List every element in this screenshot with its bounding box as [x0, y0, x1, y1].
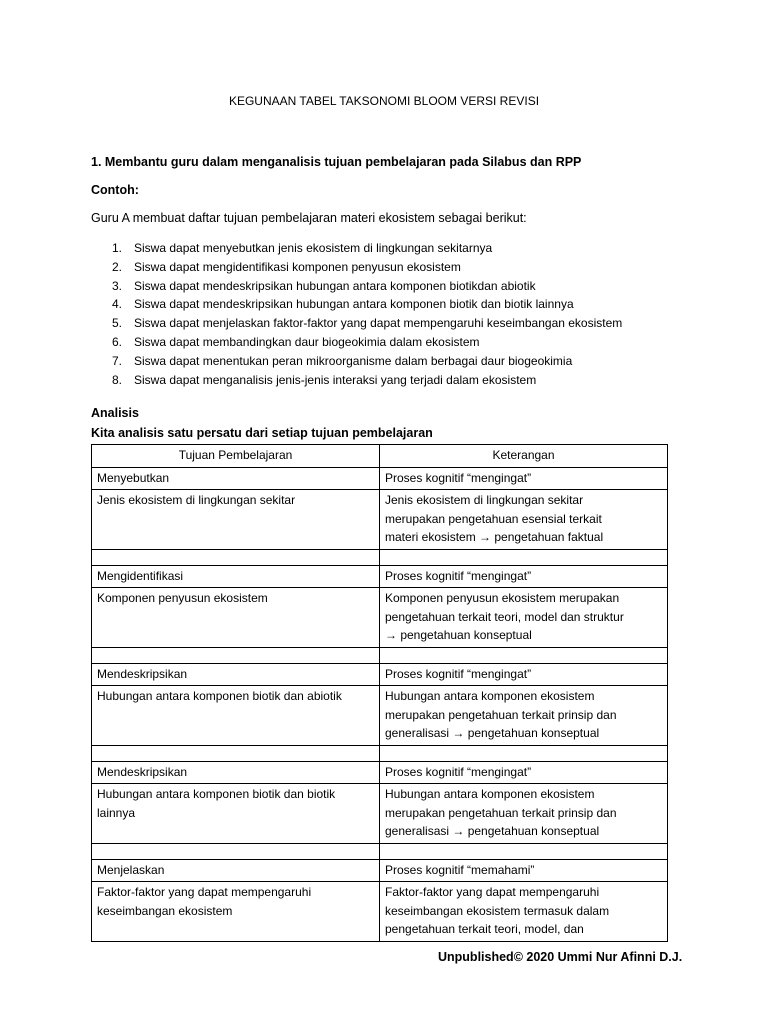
object-cell: Jenis ekosistem di lingkungan sekitar [92, 490, 380, 550]
table-row [92, 490, 668, 550]
description-line: materi ekosistem → pengetahuan faktual [385, 530, 604, 544]
empty-cell [92, 745, 380, 761]
description-line: Komponen penyusun ekosistem merupakan [385, 591, 620, 605]
example-label: Contoh: [91, 183, 139, 197]
list-item-number: 6. [112, 334, 123, 349]
header-cell-description: Keterangan [380, 445, 668, 468]
table-row [92, 882, 668, 942]
list-item [112, 295, 622, 314]
list-item [112, 314, 622, 333]
table-row [92, 467, 668, 490]
description-line: merupakan pengetahuan terkait prinsip dan [385, 805, 617, 820]
header-cell-objective: Tujuan Pembelajaran [92, 445, 380, 468]
list-item-number: 1. [112, 241, 123, 255]
list-item-number: 7. [112, 353, 123, 368]
verb-cell: Menjelaskan [92, 859, 380, 882]
description-line: keseimbangan ekosistem termasuk dalam [385, 903, 610, 918]
analysis-subtitle: Kita analisis satu persatu dari setiap tujuan pembelajaran [91, 426, 433, 440]
verb-cell: Mengidentifikasi [92, 565, 380, 588]
process-cell: Proses kognitif “memahami” [380, 859, 668, 882]
empty-cell [92, 549, 380, 565]
description-cell [380, 588, 668, 648]
document-title: KEGUNAAN TABEL TAKSONOMI BLOOM VERSI REVISI [228, 94, 540, 108]
empty-cell [380, 549, 668, 565]
table-row [92, 565, 668, 588]
analysis-label: Analisis [91, 406, 139, 420]
empty-cell [92, 843, 380, 859]
table-spacer-row [92, 647, 668, 663]
empty-cell [380, 745, 668, 761]
list-item-text: Siswa dapat membandingkan daur biogeokimia dalam ekosistem [134, 334, 480, 349]
table-row [92, 761, 668, 784]
description-line: generalisasi → pengetahuan konseptual [385, 726, 600, 740]
section-heading: 1. Membantu guru dalam menganalisis tujuan pembelajaran pada Silabus dan RPP [91, 155, 582, 169]
empty-cell [380, 647, 668, 663]
list-item-number: 2. [112, 259, 123, 274]
objectives-list [112, 239, 622, 389]
taxonomy-table [91, 444, 668, 942]
table-header-row [92, 445, 668, 468]
table-row [92, 588, 668, 648]
table-spacer-row [92, 549, 668, 565]
process-cell: Proses kognitif “mengingat” [380, 565, 668, 588]
table-spacer-row [92, 843, 668, 859]
process-cell: Proses kognitif “mengingat” [380, 761, 668, 784]
description-cell [380, 490, 668, 550]
description-cell [380, 784, 668, 844]
list-item-number: 8. [112, 372, 123, 387]
list-item [112, 352, 622, 371]
list-item-number: 5. [112, 316, 123, 331]
description-line: Hubungan antara komponen ekosistem [385, 787, 595, 801]
list-item [112, 277, 622, 296]
description-line: pengetahuan terkait teori, model, dan [385, 922, 584, 936]
process-cell: Proses kognitif “mengingat” [380, 663, 668, 686]
description-line: generalisasi → pengetahuan konseptual [385, 824, 600, 838]
description-line: → pengetahuan konseptual [385, 628, 532, 642]
list-item-number: 3. [112, 278, 123, 293]
empty-cell [92, 647, 380, 663]
table-row [92, 686, 668, 746]
list-item-number: 4. [112, 297, 123, 312]
list-item [112, 239, 622, 258]
list-item-text: Siswa dapat mengidentifikasi komponen penyusun ekosistem [134, 259, 461, 274]
description-cell [380, 882, 668, 942]
table-row [92, 663, 668, 686]
list-item-text: Siswa dapat menjelaskan faktor-faktor yang dapat mempengaruhi keseimbangan ekosistem [134, 316, 623, 331]
description-line: merupakan pengetahuan terkait prinsip dan [385, 707, 617, 722]
object-cell: Hubungan antara komponen biotik dan biotik lainnya [92, 784, 380, 844]
list-item [112, 371, 622, 390]
list-item-text: Siswa dapat menyebutkan jenis ekosistem di lingkungan sekitarnya [134, 241, 493, 255]
list-item-text: Siswa dapat mendeskripsikan hubungan antara komponen biotik dan biotik lainnya [134, 297, 574, 312]
object-cell: Hubungan antara komponen biotik dan abiotik [92, 686, 380, 746]
verb-cell: Menyebutkan [92, 467, 380, 490]
description-line: merupakan pengetahuan esensial terkait [385, 511, 602, 526]
object-cell: Faktor-faktor yang dapat mempengaruhi keseimbangan ekosistem [92, 882, 380, 942]
list-item [112, 258, 622, 277]
copyright-footer: Unpublished© 2020 Ummi Nur Afinni D.J. [438, 950, 683, 964]
list-item-text: Siswa dapat mendeskripsikan hubungan antara komponen biotikdan abiotik [134, 278, 536, 293]
description-line: Hubungan antara komponen ekosistem [385, 689, 595, 703]
verb-cell: Mendeskripsikan [92, 663, 380, 686]
description-line: Faktor-faktor yang dapat mempengaruhi [385, 885, 600, 899]
process-cell: Proses kognitif “mengingat” [380, 467, 668, 490]
description-line: Jenis ekosistem di lingkungan sekitar [385, 493, 584, 507]
intro-text: Guru A membuat daftar tujuan pembelajaran materi ekosistem sebagai berikut: [91, 211, 527, 225]
table-spacer-row [92, 745, 668, 761]
object-cell: Komponen penyusun ekosistem [92, 588, 380, 648]
description-cell [380, 686, 668, 746]
verb-cell: Mendeskripsikan [92, 761, 380, 784]
table-row [92, 859, 668, 882]
empty-cell [380, 843, 668, 859]
description-line: pengetahuan terkait teori, model dan struktur [385, 609, 624, 624]
table-row [92, 784, 668, 844]
list-item [112, 333, 622, 352]
list-item-text: Siswa dapat menganalisis jenis-jenis interaksi yang terjadi dalam ekosistem [134, 372, 537, 387]
list-item-text: Siswa dapat menentukan peran mikroorganisme dalam berbagai daur biogeokimia [134, 353, 573, 368]
